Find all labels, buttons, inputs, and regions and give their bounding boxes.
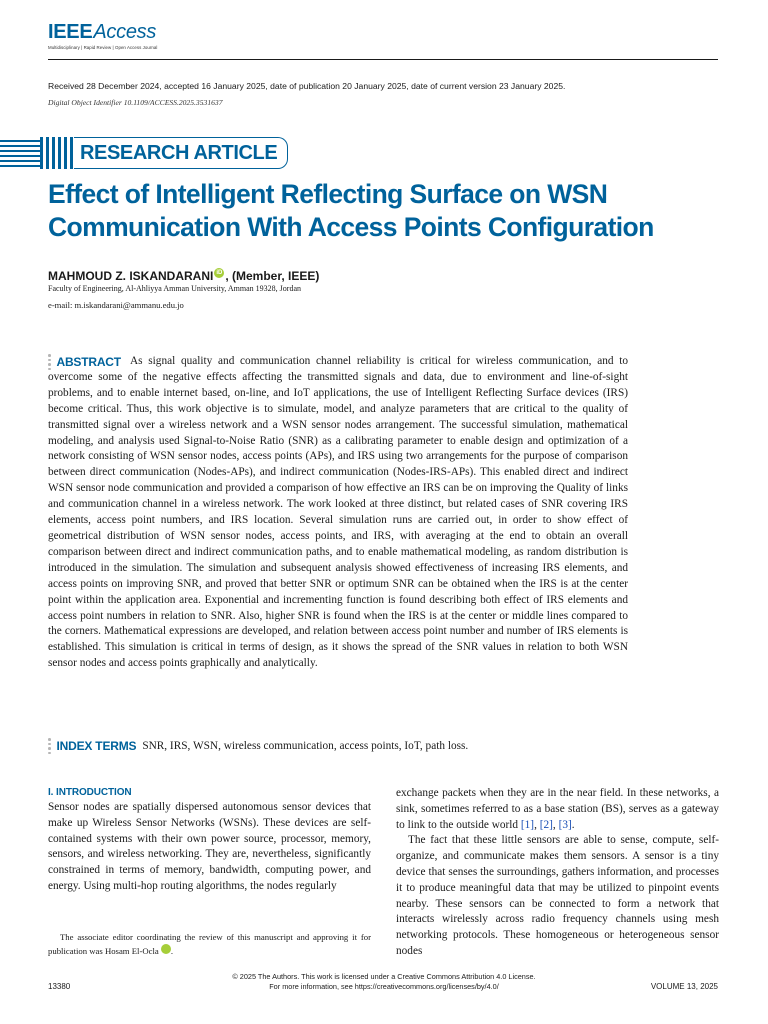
orcid-icon[interactable]: iD: [216, 270, 223, 276]
header-rule: [48, 59, 718, 60]
index-terms-text: SNR, IRS, WSN, wireless communication, access points, IoT, path loss.: [142, 740, 469, 752]
banner-stripes: [0, 137, 74, 169]
paper-title-line-2: Communication With Access Points Configuration: [48, 212, 654, 242]
author-email: e-mail: m.iskandarani@ammanu.edu.jo: [48, 300, 184, 310]
index-terms-label: INDEX TERMS: [56, 739, 137, 753]
paper-title-line-1: Effect of Intelligent Reflecting Surface on WSN: [48, 179, 608, 209]
intro-continued-text: exchange packets when they are in the near field. In these networks, a sink, sometimes referred to as a base station (BS), serves as a gateway to link to the outside world: [396, 787, 719, 831]
license-line-2[interactable]: For more information, see https://creativecommons.org/licenses/by/4.0/: [269, 981, 499, 991]
article-type-label-box: [74, 137, 288, 169]
license-line-1: © 2025 The Authors. This work is licensed under a Creative Commons Attribution 4.0 License.: [232, 972, 536, 981]
index-terms: [48, 738, 468, 754]
author-membership: , (Member, IEEE): [225, 269, 320, 283]
orcid-icon[interactable]: iD: [161, 944, 171, 954]
footnote-text: The associate editor coordinating the review of this manuscript and approving it for publication was Hosam El-Ocla: [48, 932, 371, 956]
doi: Digital Object Identifier 10.1109/ACCESS.2025.3531637: [48, 98, 223, 107]
left-column: [48, 786, 371, 895]
abstract-body: As signal quality and communication channel reliability is critical for wireless communication, and to overcome some of the negative effects affecting the transmitted signals and data, due to environment and line-of-sight problems, and to enable internet based, on-line, and IoT applications, the use of Intelligent Reflecting Surface devices (IRS) become critical. Thus, this work objective is to simulate, model, and analyze parameters that are critical to the quality of transmitted signal over a wireless network and a WSN sensor nodes arrangement. The successful simulation, mathematical modeling, and analysis used Signal-to-Noise Ratio (SNR) as a calibrating parameter to enable design and optimization of a network consisting of WSN sensor nodes, access points (APs), and IRS using two arrangements for the purpose of comparison between direct communication (Nodes-APs), and indirect communication (Nodes-IRS-APs). This enabled direct and indirect WSN sensor node communication and provided a comparison of how effective an IRS can be on improving the Quality of links and communication channel in a wireless network. The work looked at three distinct, but related cases of SNR covering IRS elements, access point numbers, and IRS location. Several simulation runs are carried out, in order to show effect of geometrical distribution of WSN sensor nodes, access points, and IRS, with averaging at the end to obtain an overall comparison between direct and indirect communication paths, and to enable mathematical modeling, as random distribution is introduced in the simulation. The simulation and subsequent analysis showed effectiveness of increasing IRS elements, and access points on improving SNR, and proved that better SNR or optimum SNR can be obtained when the IRS is at the center point within the application area. Exponential and incrementing function is found describing both effect of IRS elements and access point numbers in relation to SNR. Also, higher SNR is found when the IRS is at the center or middle lines compared to the corners. Mathematical expressions are developed, and relation between access point number and number of IRS elements is established. This simulation is critical in terms of design, as it shows the spread of the SNR values in relation to both WSN sensor nodes and access points graphically and analytically.: [48, 355, 628, 670]
section-heading-introduction: I. INTRODUCTION: [48, 787, 132, 798]
logo-tagline: Multidisciplinary | Rapid Review | Open Access Journal: [48, 45, 158, 50]
paper-title: [48, 178, 728, 244]
abstract-label: ABSTRACT: [56, 355, 121, 369]
received-dates: Received 28 December 2024, accepted 16 January 2025, date of publication 20 January 2025, date of current version 23 January 2025.: [48, 81, 566, 91]
intro-paragraph-2: The fact that these little sensors are able to sense, compute, self-organize, and communicate makes them sensors. A sensor is a tiny device that senses the surroundings, gathers information, and processes it to produce meaningful data that may be utilized to pinpoint events nearby. These sensors can be connected to form a network that interacts wirelessly across radio frequency channels using mesh networking protocols. These homogeneous or heterogeneous sensor nodes: [396, 834, 719, 957]
citation-link-2[interactable]: [2]: [539, 818, 553, 831]
editor-footnote: The associate editor coordinating the review of this manuscript and approving it for publication was Hosam El-Ocla iD.: [48, 932, 371, 956]
intro-paragraph-continued: exchange packets when they are in the near field. In these networks, a sink, sometimes referred to as a base station (BS), serves as a gateway to link to the outside world [1], [2], [3].: [396, 787, 719, 831]
article-type-banner: [0, 137, 288, 169]
page-number: 13380: [48, 982, 71, 991]
author-line: [48, 268, 319, 284]
right-column: [396, 786, 719, 960]
citation-link-3[interactable]: [3]: [558, 818, 572, 831]
intro-paragraph-1: Sensor nodes are spatially dispersed autonomous sensor devices that make up Wireless Sensor Networks (WSNs). These devices are self-contained systems with their own power source, processor, memory, sensors, and wireless networking. They are, nevertheless, significantly constrained in terms of memory, bandwidth, computing power, and energy. Using multi-hop routing algorithms, the nodes regularly: [48, 801, 371, 892]
logo-ieee: IEEE: [48, 21, 93, 43]
ieee-access-logo: [48, 22, 157, 50]
author-affiliation: Faculty of Engineering, Al-Ahliyya Amman University, Amman 19328, Jordan: [48, 284, 301, 293]
citation-link-1[interactable]: [1]: [520, 818, 535, 831]
article-type: RESEARCH ARTICLE: [80, 141, 278, 164]
logo-access: Access: [93, 21, 157, 43]
author-name: MAHMOUD Z. ISKANDARANI: [48, 269, 214, 283]
dots-icon: [48, 738, 51, 754]
volume-label: VOLUME 13, 2025: [650, 982, 718, 991]
abstract-text: [48, 354, 628, 672]
